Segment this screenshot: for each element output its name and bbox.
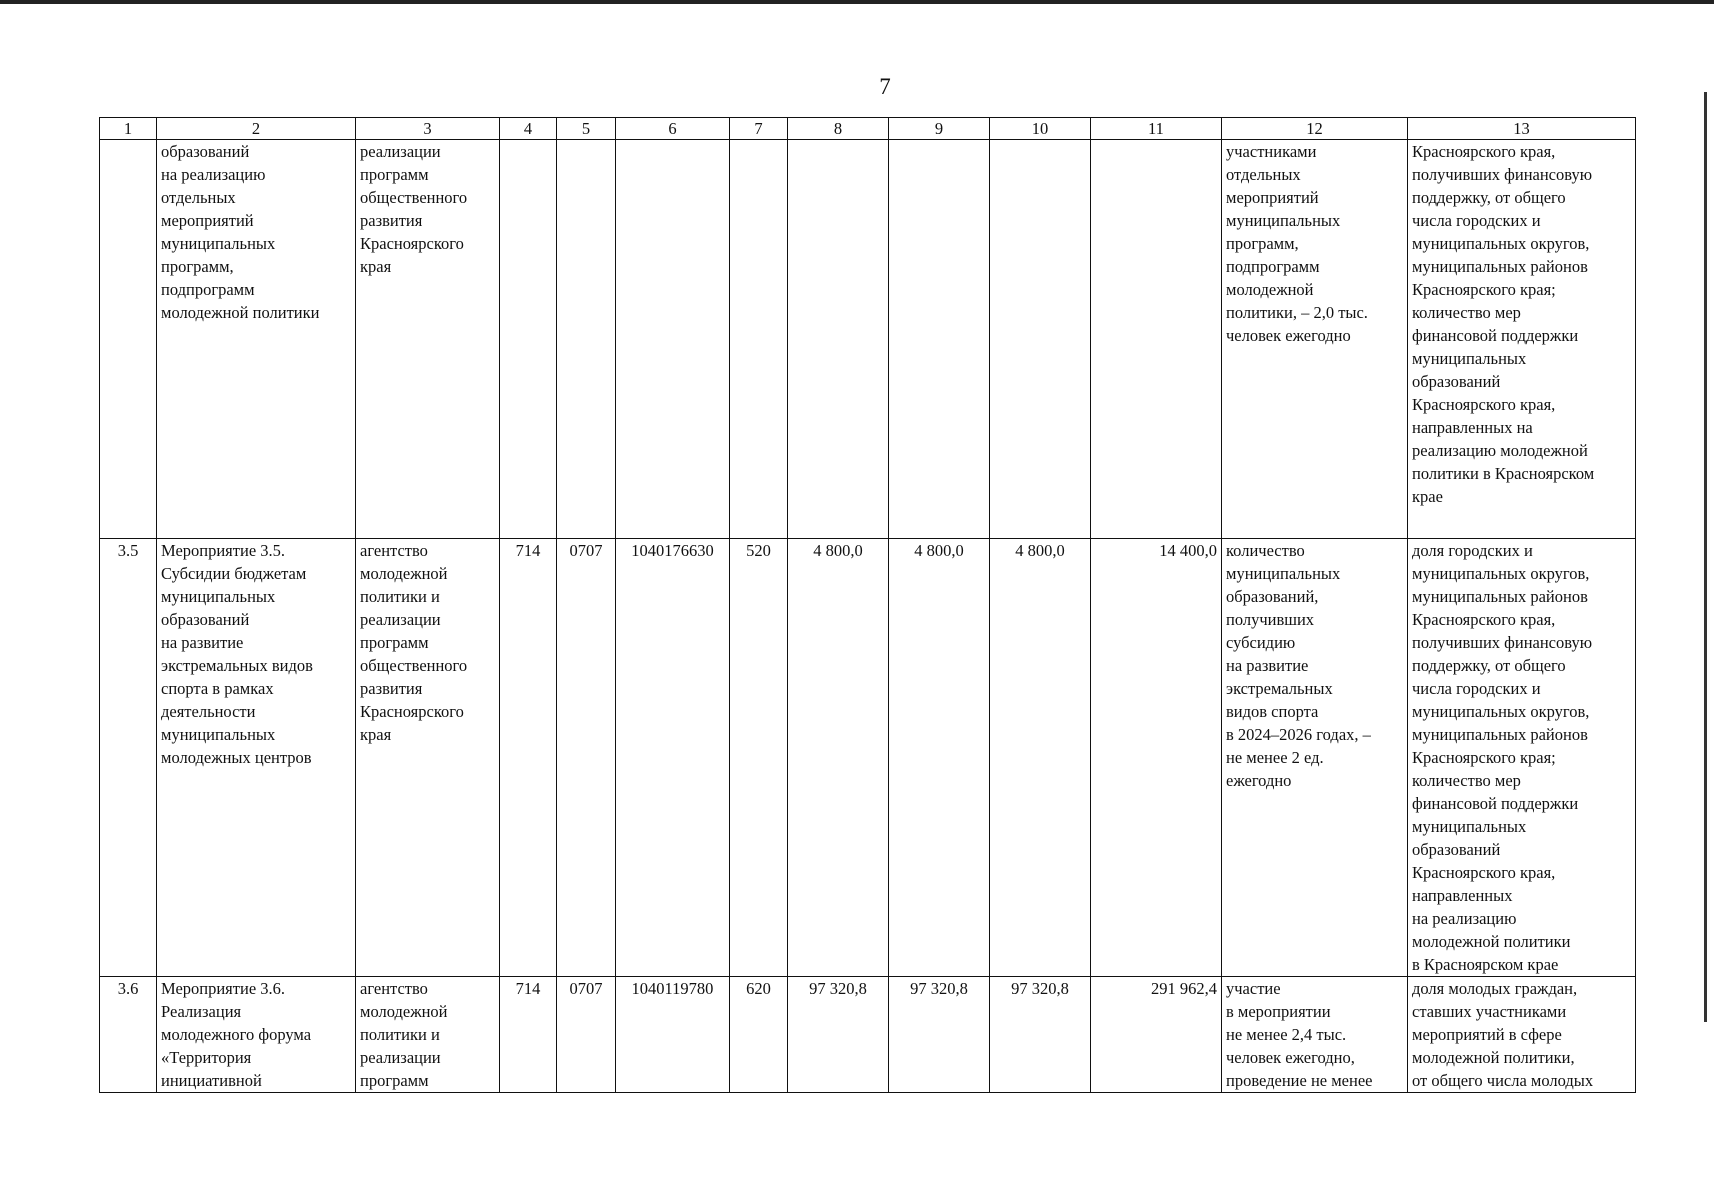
page-number: 7	[879, 74, 891, 99]
activity-name-cell: образований на реализацию отдельных мероприятий муниципальных программ, подпрограмм молодежной политики	[157, 140, 356, 539]
column-header: 9	[889, 118, 990, 140]
indicator-cell: доля молодых граждан, ставших участниками мероприятий в сфере молодежной политики, от общего числа молодых	[1408, 977, 1636, 1093]
column-header: 2	[157, 118, 356, 140]
amount-year1-cell: 4 800,0	[788, 539, 889, 977]
column-header: 11	[1091, 118, 1222, 140]
target-article-cell	[616, 140, 730, 539]
program-activities-table	[99, 117, 1636, 1093]
executor-cell: реализации программ общественного развития Красноярского края	[356, 140, 500, 539]
section-code-cell	[557, 140, 616, 539]
column-header: 10	[990, 118, 1091, 140]
column-header: 13	[1408, 118, 1636, 140]
expense-type-cell: 520	[730, 539, 788, 977]
amount-year3-cell	[990, 140, 1091, 539]
indicator-cell: Красноярского края, получивших финансовую поддержку, от общего числа городских и муниципальных округов, муниципальных районов Красноярского края; количество мер финансовой поддержки муниципальных образований Красноярского края, направленных на реализацию молодежной политики в Красноярском крае	[1408, 140, 1636, 539]
amount-year1-cell	[788, 140, 889, 539]
expected-result-cell: участниками отдельных мероприятий муниципальных программ, подпрограмм молодежной политики, – 2,0 тыс. человек ежегодно	[1222, 140, 1408, 539]
amount-year3-cell: 4 800,0	[990, 539, 1091, 977]
column-header: 4	[500, 118, 557, 140]
amount-year1-cell: 97 320,8	[788, 977, 889, 1093]
grbs-code-cell: 714	[500, 539, 557, 977]
column-header: 1	[100, 118, 157, 140]
amount-year2-cell	[889, 140, 990, 539]
scan-right-edge	[1704, 92, 1707, 1022]
amount-total-cell	[1091, 140, 1222, 539]
amount-total-cell: 291 962,4	[1091, 977, 1222, 1093]
item-number-cell: 3.6	[100, 977, 157, 1093]
grbs-code-cell	[500, 140, 557, 539]
column-header: 7	[730, 118, 788, 140]
executor-cell: агентство молодежной политики и реализации программ	[356, 977, 500, 1093]
indicator-cell: доля городских и муниципальных округов, муниципальных районов Красноярского края, получивших финансовую поддержку, от общего числа городских и муниципальных округов, муниципальных районов Красноярского края; количество мер финансовой поддержки муниципальных образований Красноярского края, направленных на реализацию молодежной политики в Красноярском крае	[1408, 539, 1636, 977]
target-article-cell: 1040176630	[616, 539, 730, 977]
item-number-cell	[100, 140, 157, 539]
expense-type-cell	[730, 140, 788, 539]
amount-total-cell: 14 400,0	[1091, 539, 1222, 977]
expected-result-cell: участие в мероприятии не менее 2,4 тыс. человек ежегодно, проведение не менее	[1222, 977, 1408, 1093]
column-header: 6	[616, 118, 730, 140]
expected-result-cell: количество муниципальных образований, получивших субсидию на развитие экстремальных видов спорта в 2024–2026 годах, – не менее 2 ед. ежегодно	[1222, 539, 1408, 977]
section-code-cell: 0707	[557, 977, 616, 1093]
column-number-row	[100, 118, 1636, 140]
activity-name-cell: Мероприятие 3.6. Реализация молодежного форума «Территория инициативной	[157, 977, 356, 1093]
amount-year3-cell: 97 320,8	[990, 977, 1091, 1093]
item-number-cell: 3.5	[100, 539, 157, 977]
scan-top-edge	[0, 0, 1714, 4]
column-header: 5	[557, 118, 616, 140]
target-article-cell: 1040119780	[616, 977, 730, 1093]
column-header: 8	[788, 118, 889, 140]
section-code-cell: 0707	[557, 539, 616, 977]
column-header: 3	[356, 118, 500, 140]
activity-name-cell: Мероприятие 3.5. Субсидии бюджетам муниципальных образований на развитие экстремальных видов спорта в рамках деятельности муниципальных молодежных центров	[157, 539, 356, 977]
grbs-code-cell: 714	[500, 977, 557, 1093]
amount-year2-cell: 97 320,8	[889, 977, 990, 1093]
table-row	[100, 977, 1636, 1093]
expense-type-cell: 620	[730, 977, 788, 1093]
amount-year2-cell: 4 800,0	[889, 539, 990, 977]
table-row	[100, 140, 1636, 539]
table-row	[100, 539, 1636, 977]
executor-cell: агентство молодежной политики и реализации программ общественного развития Красноярского края	[356, 539, 500, 977]
column-header: 12	[1222, 118, 1408, 140]
